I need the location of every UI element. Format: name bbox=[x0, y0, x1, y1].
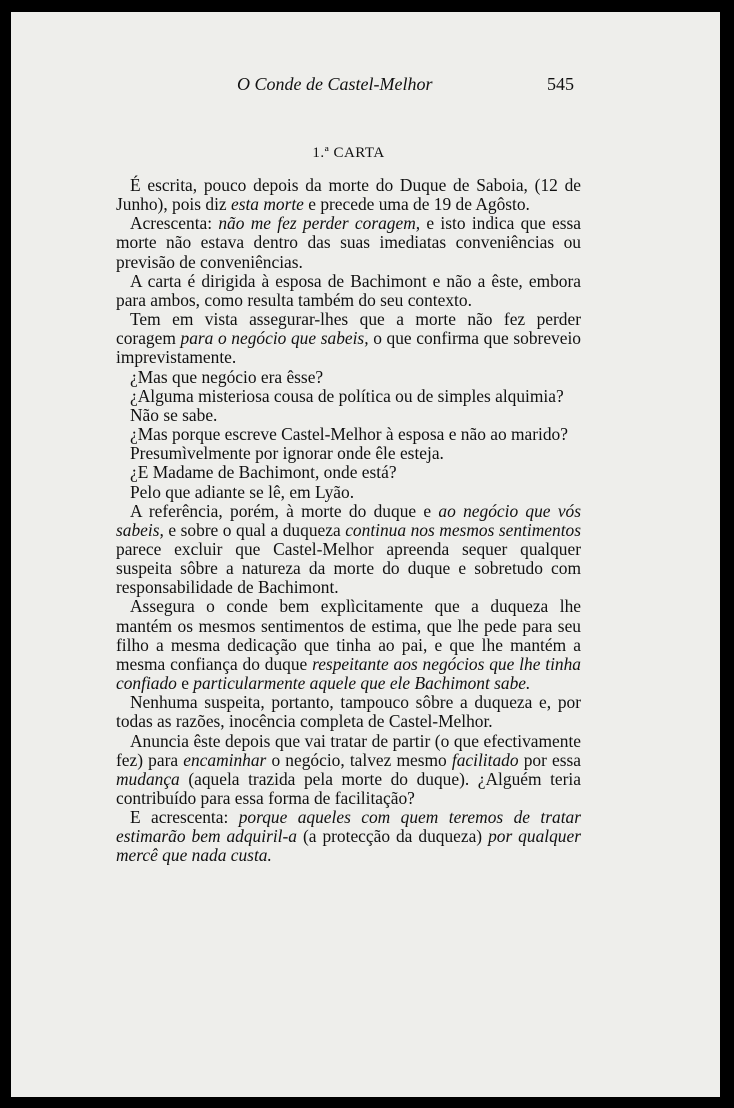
paragraph bbox=[116, 425, 581, 444]
paragraph bbox=[116, 406, 581, 425]
text-run: Presumìvelmente por ignorar onde êle esteja. bbox=[130, 443, 444, 464]
text-run: Tem em vista assegurar-lhes que a morte não fez perder coragem bbox=[116, 309, 581, 349]
text-run: É escrita, pouco depois da morte do Duque de Saboia, (12 de Junho), pois diz bbox=[116, 175, 581, 215]
paragraph bbox=[116, 483, 581, 502]
text-run: Anuncia êste depois que vai tratar de partir (o que efectivamente fez) para bbox=[116, 730, 581, 770]
text-run: Não se sabe. bbox=[130, 404, 218, 425]
paragraph bbox=[116, 444, 581, 463]
paragraph bbox=[116, 693, 581, 731]
text-run: Nenhuma suspeita, portanto, tampouco sôbre a duqueza e, por todas as razões, inocência completa de Castel-Melhor. bbox=[116, 692, 581, 732]
text-run: E acrescenta: bbox=[130, 807, 239, 828]
page-number: 545 bbox=[547, 74, 574, 94]
paragraph bbox=[116, 387, 581, 406]
text-run: Pelo que adiante se lê, em Lyão. bbox=[130, 481, 355, 502]
text-run: e sobre o qual a duqueza bbox=[163, 519, 346, 540]
paragraph bbox=[116, 463, 581, 482]
section-heading: 1.ª CARTA bbox=[312, 145, 385, 161]
text-run: o que confirma que sobreveio imprevistamente. bbox=[116, 328, 581, 368]
italic-text: porque aqueles com quem teremos de tratar estimarão bem adquiril-a bbox=[116, 807, 581, 847]
italic-text: para o negócio que sabeis, bbox=[180, 328, 369, 349]
italic-text: esta morte bbox=[230, 194, 304, 215]
paragraph bbox=[116, 808, 581, 865]
running-title: O Conde de Castel-Melhor bbox=[237, 74, 433, 94]
paragraph bbox=[116, 368, 581, 387]
text-run: o negócio, talvez mesmo bbox=[266, 749, 452, 770]
italic-text: continua nos mesmos sentimentos bbox=[345, 519, 581, 540]
text-run: e bbox=[176, 673, 194, 694]
italic-text: por qualquer mercê que nada custa. bbox=[116, 826, 581, 866]
text-run: parece excluir que Castel-Melhor apreenda sequer qualquer suspeita sôbre a natureza da morte do duque e sobretudo com responsabilidade de Bachimont. bbox=[116, 538, 581, 598]
text-run: ¿Mas porque escreve Castel-Melhor à esposa e não ao marido? bbox=[130, 424, 568, 445]
text-run: (aquela trazida pela morte do duque). ¿Alguém teria contribuído para essa forma de facilitação? bbox=[116, 768, 581, 808]
italic-text: ao negócio que vós sabeis, bbox=[116, 500, 581, 540]
text-run: A carta é dirigida à esposa de Bachimont e não a êste, embora para ambos, como resulta também do seu contexto. bbox=[116, 270, 581, 310]
text-run: por essa bbox=[518, 749, 581, 770]
text-run: ¿Alguma misteriosa cousa de política ou de simples alquimia? bbox=[130, 385, 564, 406]
italic-text: respeitante aos negócios que lhe tinha confiado bbox=[116, 653, 581, 694]
text-run: ¿Mas que negócio era êsse? bbox=[130, 366, 324, 387]
paragraph bbox=[116, 176, 581, 214]
text-run: e isto indica que essa morte não estava dentro das suas imediatas conveniências ou previsão de conveniências. bbox=[116, 213, 581, 272]
text-run: A referência, porém, à morte do duque e bbox=[130, 500, 439, 521]
paragraph bbox=[116, 310, 581, 367]
text-run: (a protecção da duqueza) bbox=[297, 826, 489, 847]
paragraph bbox=[116, 597, 581, 693]
italic-text: encaminhar bbox=[183, 749, 267, 770]
paragraph-list bbox=[116, 176, 581, 866]
paragraph bbox=[116, 272, 581, 310]
body-text bbox=[116, 142, 581, 866]
book-page bbox=[11, 12, 720, 1097]
text-run: e precede uma de 19 de Agôsto. bbox=[303, 194, 530, 215]
italic-text: não me fez perder coragem, bbox=[218, 213, 421, 234]
italic-text: facilitado bbox=[451, 749, 519, 770]
text-run: Acrescenta: bbox=[130, 213, 219, 234]
paragraph bbox=[116, 732, 581, 809]
italic-text: particularmente aquele que ele Bachimont sabe. bbox=[193, 673, 531, 694]
page-header bbox=[11, 74, 720, 100]
italic-text: mudança bbox=[116, 768, 180, 789]
text-run: Assegura o conde bem explìcitamente que a duqueza lhe mantém os mesmos sentimentos de estima, que lhe pede para seu filho a mesma dedicação que tinha ao pai, e que lhe mantém a mesma confiança do duque bbox=[116, 596, 581, 674]
text-run: ¿E Madame de Bachimont, onde está? bbox=[130, 462, 397, 483]
paragraph bbox=[116, 502, 581, 598]
paragraph bbox=[116, 214, 581, 271]
